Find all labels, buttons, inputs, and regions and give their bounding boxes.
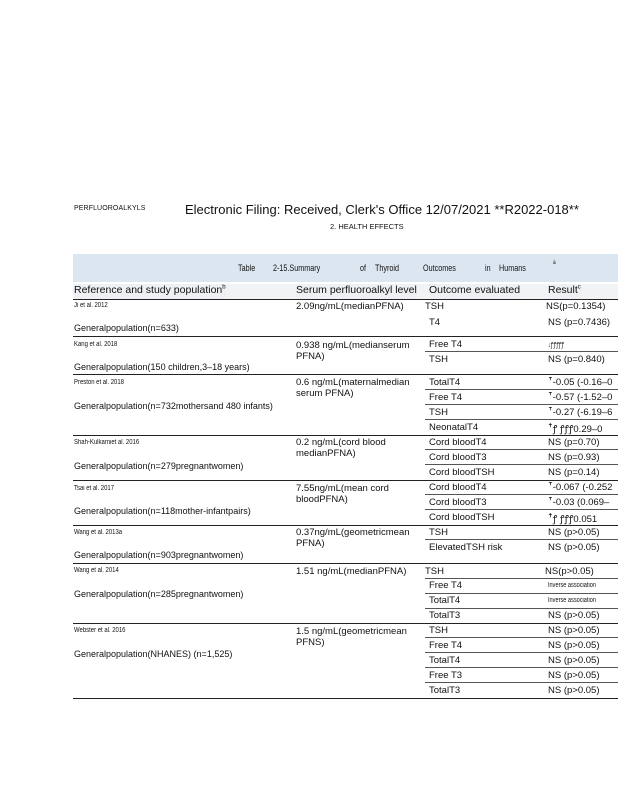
column-header-outcome: Outcome evaluated: [429, 284, 520, 299]
cell-divider: [425, 404, 618, 405]
result-cell: ꜛ-0.57 (-1.52–0: [548, 392, 613, 403]
study-reference: Ji et al. 2012: [74, 302, 108, 309]
study-reference: Wang et al. 2014: [74, 567, 119, 574]
row-divider: [73, 336, 618, 337]
outcome-cell: TotalT4: [429, 377, 461, 388]
study-population: Generalpopulation(n=903pregnantwomen): [74, 550, 244, 560]
result-cell: NS (p>0.05): [548, 655, 600, 666]
result-cell: ꜛ-0.27 (-6.19–6: [548, 407, 613, 418]
column-footnote-mark: c: [577, 284, 581, 291]
study-reference: Kang et al. 2018: [74, 341, 118, 348]
cell-divider: [425, 682, 618, 683]
cell-divider: [425, 637, 618, 638]
chapter-header: PERFLUOROALKYLS: [74, 205, 146, 212]
cell-divider: [425, 652, 618, 653]
outcome-cell: Free T4: [429, 640, 463, 651]
result-cell: NS (p=0.7436): [548, 317, 611, 328]
study-population: Generalpopulation(150 children,3–18 years): [74, 362, 250, 372]
serum-level: 1.5 ng/mL(geometricmean PFNS): [296, 626, 407, 648]
study-population: Generalpopulation(n=285pregnantwomen): [74, 589, 244, 599]
study-population: Generalpopulation(NHANES) (n=1,525): [74, 649, 233, 659]
result-cell: NS (p>0.05): [548, 542, 600, 553]
outcome-cell: Cord bloodT4: [429, 437, 487, 448]
cell-divider: [425, 449, 618, 450]
column-footnote-mark: b: [222, 284, 226, 291]
caption-word: Outcomes: [423, 263, 456, 273]
cell-divider: [425, 539, 618, 540]
study-population: Generalpopulation(n=732mothersand 480 infants): [74, 401, 273, 411]
result-cell: NS(p=0.1354): [546, 301, 606, 312]
outcome-cell: TSH: [425, 301, 444, 312]
column-header-serum: Serum perfluoroalkyl level: [296, 284, 417, 299]
outcome-cell: NeonatalT4: [429, 422, 479, 433]
caption-footnote-mark: a: [553, 260, 556, 266]
cell-divider: [425, 464, 618, 465]
result-cell: ꜛ-0.067 (-0.252: [548, 482, 613, 493]
result-cell: Inverse association: [548, 582, 596, 589]
serum-level: 1.51 ng/mL(medianPFNA): [296, 566, 407, 577]
cell-divider: [425, 509, 618, 510]
result-cell: NS (p>0.05): [548, 685, 600, 696]
outcome-cell: Cord bloodT3: [429, 497, 487, 508]
study-reference: Wang et al. 2013a: [74, 529, 123, 536]
study-reference: Preston et al. 2018: [74, 379, 124, 386]
result-cell: NS (p=0.93): [548, 452, 600, 463]
outcome-cell: TotalT4: [429, 655, 461, 666]
outcome-cell: TSH: [429, 625, 448, 636]
outcome-cell: Cord bloodTSH: [429, 512, 495, 523]
outcome-cell: TSH: [429, 527, 448, 538]
result-cell: NS (p>0.05): [548, 640, 600, 651]
row-divider: [73, 435, 618, 436]
row-divider: [73, 299, 618, 300]
outcome-cell: Cord bloodTSH: [429, 467, 495, 478]
result-cell: ꜛ-0.05 (-0.16–0: [548, 377, 613, 388]
outcome-cell: Free T4: [429, 580, 463, 591]
caption-word: Humans: [499, 263, 526, 273]
column-header-reference: Reference and study population$^b$: [74, 284, 226, 299]
result-cell: ꜛ-0.03 (0.069–: [548, 497, 610, 508]
caption-word: of: [360, 263, 367, 273]
outcome-cell: Cord bloodT3: [429, 452, 487, 463]
serum-level: 2.09ng/mL(medianPFNA): [296, 301, 404, 312]
table-caption: [73, 254, 618, 282]
caption-word: in: [485, 263, 491, 273]
cell-divider: [425, 351, 618, 352]
study-reference: Shah-Kulkarniet al. 2016: [74, 439, 140, 446]
row-divider: [73, 374, 618, 375]
outcome-cell: TSH: [429, 354, 448, 365]
result-cell: Inverse association: [548, 597, 596, 604]
row-divider: [73, 525, 618, 526]
result-cell: ↓ꝭꝭꝭꝭꝭ: [548, 342, 565, 349]
cell-divider: [425, 593, 618, 594]
table-bottom-rule: [73, 698, 618, 699]
outcome-cell: Free T4: [429, 339, 463, 350]
result-cell: NS (p=0.840): [548, 354, 605, 365]
result-cell: ꜛꝭ ꝭꝭꝭ0.051: [548, 514, 598, 525]
serum-level: 0.37ng/mL(geometricmean PFNA): [296, 527, 410, 549]
outcome-cell: TSH: [429, 407, 448, 418]
result-cell: NS(p>0.05): [545, 566, 594, 577]
serum-level: 0.6 ng/mL(maternalmedian serum PFNA): [296, 377, 410, 399]
cell-divider: [425, 494, 618, 495]
outcome-cell: Free T4: [429, 392, 463, 403]
result-cell: NS (p>0.05): [548, 610, 600, 621]
outcome-cell: T4: [429, 317, 441, 328]
row-divider: [73, 480, 618, 481]
section-header: 2. HEALTH EFFECTS: [330, 222, 404, 231]
outcome-cell: TotalT4: [429, 595, 461, 606]
result-cell: ꜛꝭ ꝭꝭꝭ0.29–0: [548, 424, 603, 435]
outcome-cell: ElevatedTSH risk: [429, 542, 503, 553]
outcome-cell: Cord bloodT4: [429, 482, 487, 493]
caption-word: Thyroid: [375, 263, 400, 273]
study-population: Generalpopulation(n=118mother-infantpairs): [74, 506, 251, 516]
study-reference: Tsai et al. 2017: [74, 485, 115, 492]
cell-divider: [425, 389, 618, 390]
study-population: Generalpopulation(n=279pregnantwomen): [74, 461, 244, 471]
cell-divider: [425, 667, 618, 668]
row-divider: [73, 563, 618, 564]
caption-word: 2-15.Summary: [273, 263, 321, 273]
result-cell: NS (p>0.05): [548, 670, 600, 681]
cell-divider: [425, 578, 618, 579]
serum-level: 0.938 ng/mL(medianserum PFNA): [296, 340, 410, 362]
filing-stamp: Electronic Filing: Received, Clerk's Office 12/07/2021 **R2022-018**: [185, 202, 579, 217]
cell-divider: [425, 608, 618, 609]
study-reference: Webster et al. 2016: [74, 627, 126, 634]
outcome-cell: TotalT3: [429, 610, 461, 621]
outcome-cell: TSH: [425, 566, 444, 577]
cell-divider: [425, 419, 618, 420]
outcome-cell: Free T3: [429, 670, 463, 681]
caption-word: Table: [238, 263, 256, 273]
result-cell: NS (p=0.14): [548, 467, 600, 478]
serum-level: 7.55ng/mL(mean cord bloodPFNA): [296, 483, 389, 505]
serum-level: 0.2 ng/mL(cord blood medianPFNA): [296, 437, 386, 459]
column-header-result: Result$^c$: [548, 284, 581, 299]
result-cell: NS (p>0.05): [548, 527, 600, 538]
result-cell: NS (p>0.05): [548, 625, 600, 636]
result-cell: NS (p=0.70): [548, 437, 600, 448]
row-divider: [73, 623, 618, 624]
outcome-cell: TotalT3: [429, 685, 461, 696]
study-population: Generalpopulation(n=633): [74, 323, 179, 333]
